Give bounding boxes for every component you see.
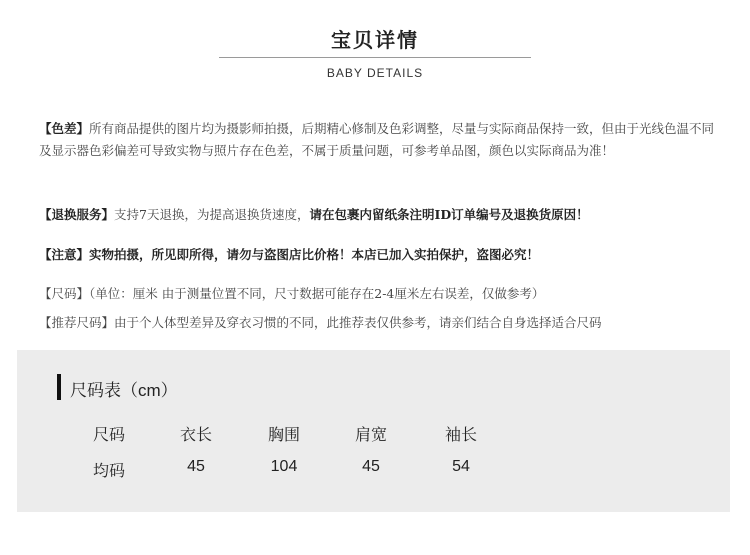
note-label: 【尺码】 <box>39 286 90 301</box>
note-text: 由于个人体型差异及穿衣习惯的不同，此推荐表仅供参考，请亲们结合自身选择适合尺码 <box>114 315 602 330</box>
size-cell: 45 <box>362 458 380 475</box>
size-col-header: 胸围 <box>267 427 300 444</box>
size-col-header: 肩宽 <box>354 427 387 444</box>
size-table-title: 尺码表（cm） <box>70 381 178 400</box>
note-text: 所有商品提供的图片均为摄影师拍摄，后期精心修制及色彩调整，尽量与实际商品保持一致，但由于光线色温不同及显示器色彩偏差可导致实物与照片存在色差，不属于质量问题，可参考单品图，颜色以实际商品为准！ <box>39 121 715 158</box>
size-cell: 104 <box>270 458 298 475</box>
section-accent-bar <box>57 374 61 400</box>
page-title: 宝贝详情 <box>331 30 419 52</box>
size-cell: 54 <box>452 458 470 475</box>
size-col-header: 衣长 <box>179 427 212 444</box>
note-attention <box>39 244 715 266</box>
size-col-header: 袖长 <box>444 427 477 444</box>
note-size <box>39 283 715 305</box>
size-table-panel <box>17 350 730 512</box>
note-recommend-size <box>39 312 715 334</box>
size-col-header: 尺码 <box>92 427 125 444</box>
page-subtitle: BABY DETAILS <box>326 66 424 80</box>
note-text: 实物拍摄，所见即所得，请勿与盗图店比价格！本店已加入实拍保护，盗图必究！ <box>89 247 540 262</box>
note-text-emphasis: 请在包裹内留纸条注明ID订单编号及退换货原因！ <box>309 207 589 222</box>
note-label: 【注意】 <box>39 247 90 262</box>
size-cell: 均码 <box>92 463 125 480</box>
note-label: 【推荐尺码】 <box>39 315 115 330</box>
note-label: 【色差】 <box>39 121 90 136</box>
note-text: 支持7天退换，为提高退换货速度， <box>114 207 310 222</box>
note-text: （单位：厘米 由于测量位置不同，尺寸数据可能存在2-4厘米左右误差，仅做参考） <box>89 286 545 301</box>
note-label: 【退换服务】 <box>39 207 115 222</box>
note-return-service <box>39 204 715 226</box>
note-color-difference <box>39 118 715 162</box>
title-divider <box>219 57 531 58</box>
size-cell: 45 <box>187 458 205 475</box>
